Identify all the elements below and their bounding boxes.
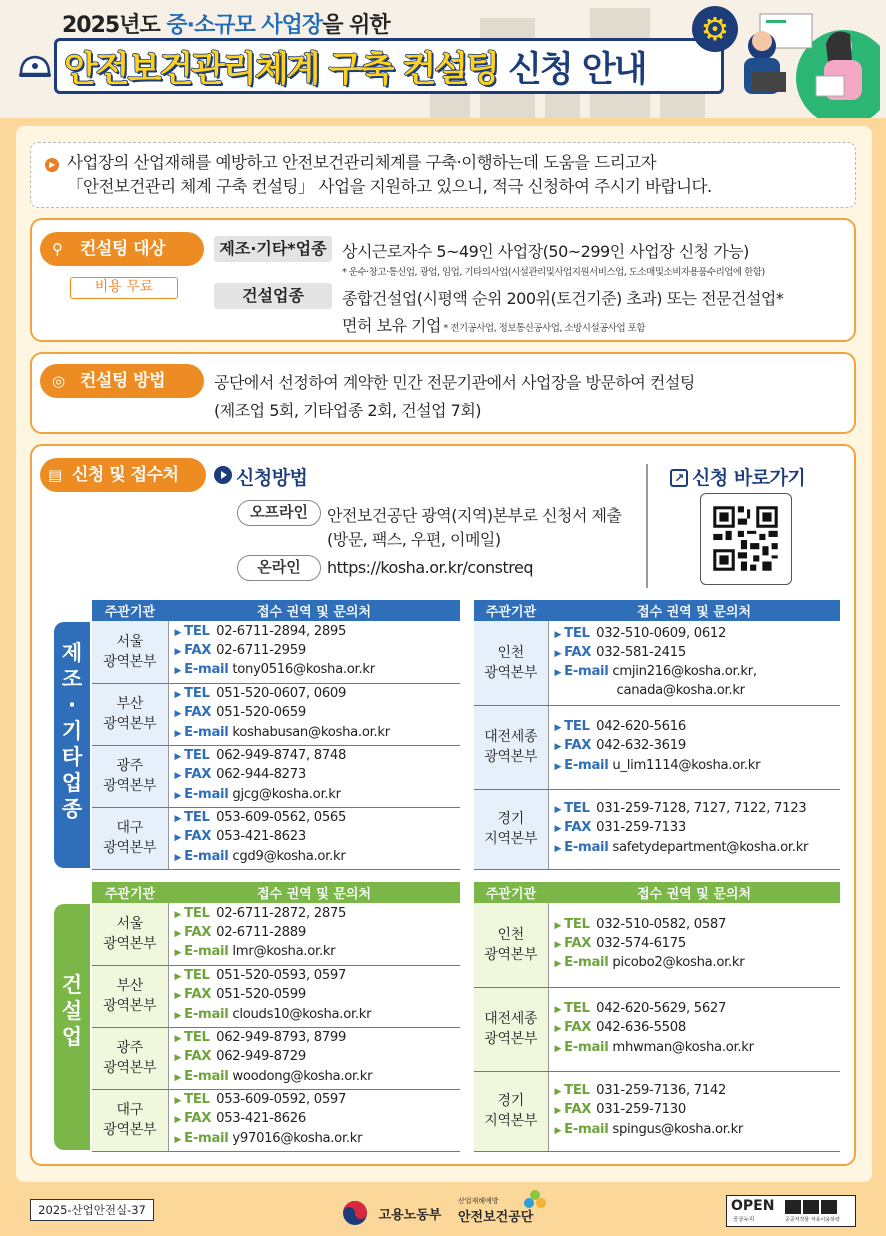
header-banner xyxy=(0,0,886,118)
header-subtitle: 2025년도 중·소규모 사업장을 위한 xyxy=(62,13,390,38)
construction-side-label: 건설업 xyxy=(54,904,90,1150)
online-url[interactable]: https://kosha.or.kr/constreq xyxy=(327,558,533,577)
consultants-illustration xyxy=(732,6,880,118)
offline-text-2: (방문, 팩스, 우편, 이메일) xyxy=(327,530,501,549)
table-row: 인천 광역본부 ▶ TEL 032-510-0609, 0612 ▶ FAX 032-581-2415 ▶ E-mail cmjin216@kosha.or.kr, canada@kosha.or.kr xyxy=(474,621,840,705)
table-row: 인천 광역본부 ▶ TEL 032-510-0582, 0587 ▶ FAX 032-574-6175 ▶ E-mail picobo2@kosha.or.kr xyxy=(474,903,840,987)
target-tag: ⚲ 컨설팅 대상 xyxy=(40,232,204,266)
agency-logo: 산업재해예방 안전보건공단 xyxy=(458,1197,534,1225)
divider xyxy=(646,464,648,588)
column-header-org: 주관기관 xyxy=(474,600,548,621)
manufacturing-criteria: 상시근로자수 5~49인 사업장(50~299인 사업장 신청 가능) xyxy=(342,242,749,261)
agency-emblem-icon xyxy=(522,1188,548,1214)
intro-line-1: 사업장의 산업재해를 예방하고 안전보건관리체계를 구축·이행하는데 도움을 드리고자 xyxy=(67,153,657,172)
online-label: 온라인 xyxy=(237,555,321,581)
manufacturing-side-label: 제조·기타업종 xyxy=(54,622,90,868)
column-header-org: 주관기관 xyxy=(92,882,168,903)
external-link-icon: ↗ xyxy=(670,469,688,487)
table-row: 부산 광역본부 ▶ TEL 051-520-0593, 0597 ▶ FAX 051-520-0599 ▶ E-mail clouds10@kosha.or.kr xyxy=(92,965,460,1027)
table-row: 경기 지역본부 ▶ TEL 031-259-7136, 7142 ▶ FAX 031-259-7130 ▶ E-mail spingus@kosha.or.kr xyxy=(474,1071,840,1151)
column-header-org: 주관기관 xyxy=(474,882,548,903)
apply-tag: ▤ 신청 및 접수처 xyxy=(40,458,206,492)
construction-criteria: 종합건설업(시평액 순위 200위(토건기준) 초과) 또는 전문건설업* xyxy=(342,289,784,308)
table-row: 부산 광역본부 ▶ TEL 051-520-0607, 0609 ▶ FAX 051-520-0659 ▶ E-mail koshabusan@kosha.or.kr xyxy=(92,683,460,745)
form-icon: ▤ xyxy=(48,466,62,484)
manufacturing-table-right xyxy=(474,600,840,870)
table-row: 대구 광역본부 ▶ TEL 053-609-0562, 0565 ▶ FAX 053-421-8623 ▶ E-mail cgd9@kosha.or.kr xyxy=(92,807,460,869)
offline-label: 오프라인 xyxy=(237,500,321,526)
column-header-contact: 접수 권역 및 문의처 xyxy=(168,882,460,903)
column-header-contact: 접수 권역 및 문의처 xyxy=(168,600,460,621)
apply-method-title: 신청방법 xyxy=(236,467,308,489)
table-row: 경기 지역본부 ▶ TEL 031-259-7128, 7127, 7122, 7123 ▶ FAX 031-259-7133 ▶ E-mail safetydepartment@kosha.or.kr xyxy=(474,789,840,869)
construction-table-right xyxy=(474,882,840,1152)
table-row: 대전세종 광역본부 ▶ TEL 042-620-5616 ▶ FAX 042-632-3619 ▶ E-mail u_lim1114@kosha.or.kr xyxy=(474,705,840,789)
taegeuk-icon xyxy=(342,1200,368,1226)
check-circle-icon: ◎ xyxy=(52,372,65,390)
construction-label: 건설업종 xyxy=(214,283,332,309)
shortcut-title[interactable]: ↗ 신청 바로가기 xyxy=(670,463,805,490)
method-line-1: 공단에서 선정하여 계약한 민간 전문기관에서 사업장을 방문하여 컨설팅 xyxy=(214,373,695,392)
free-cost-badge: 비용 무료 xyxy=(70,277,178,299)
manufacturing-table-left xyxy=(92,600,460,870)
person-icon: ⚲ xyxy=(52,240,63,258)
table-row: 대전세종 광역본부 ▶ TEL 042-620-5629, 5627 ▶ FAX 042-636-5508 ▶ E-mail mhwman@kosha.or.kr xyxy=(474,987,840,1071)
open-license-badge: OPEN 공공누리 공공저작물 자유이용허락 xyxy=(726,1195,856,1227)
ministry-logo: 고용노동부 xyxy=(342,1200,441,1226)
play-bullet-icon: ▶ xyxy=(45,158,59,172)
method-line-2: (제조업 5회, 기타업종 2회, 건설업 7회) xyxy=(214,401,482,420)
column-header-contact: 접수 권역 및 문의처 xyxy=(548,600,840,621)
column-header-contact: 접수 권역 및 문의처 xyxy=(548,882,840,903)
table-row: 서울 광역본부 ▶ TEL 02-6711-2872, 2875 ▶ FAX 02-6711-2889 ▶ E-mail lmr@kosha.or.kr xyxy=(92,903,460,965)
table-row: 서울 광역본부 ▶ TEL 02-6711-2894, 2895 ▶ FAX 02-6711-2959 ▶ E-mail tony0516@kosha.or.kr xyxy=(92,621,460,683)
gear-icon: ⚙ xyxy=(692,6,738,52)
table-row: 광주 광역본부 ▶ TEL 062-949-8747, 8748 ▶ FAX 062-944-8273 ▶ E-mail gjcg@kosha.or.kr xyxy=(92,745,460,807)
manufacturing-note: * 운수·창고·통신업, 광업, 임업, 기타의사업(시설관리및사업지원서비스업, 도소매및소비자용품수리업에 한함) xyxy=(342,267,765,278)
construction-table-left xyxy=(92,882,460,1152)
manufacturing-label: 제조·기타*업종 xyxy=(214,236,332,262)
page-title: 안전보건관리체계 구축 컨설팅 신청 안내 xyxy=(64,50,646,90)
method-tag: ◎ 컨설팅 방법 xyxy=(40,364,204,398)
helmet-icon xyxy=(18,52,52,80)
offline-text-1: 안전보건공단 광역(지역)본부로 신청서 제출 xyxy=(327,506,622,525)
construction-criteria-2: 면허 보유 기업 * 전기공사업, 정보통신공사업, 소방시설공사업 포함 xyxy=(342,316,646,335)
qr-code[interactable] xyxy=(700,493,792,585)
column-header-org: 주관기관 xyxy=(92,600,168,621)
play-circle-icon xyxy=(214,466,232,484)
table-row: 광주 광역본부 ▶ TEL 062-949-8793, 8799 ▶ FAX 062-949-8729 ▶ E-mail woodong@kosha.or.kr xyxy=(92,1027,460,1089)
intro-line-2: 「안전보건관리 체계 구축 컨설팅」 사업을 지원하고 있으니, 적극 신청하여 주시기 바랍니다. xyxy=(67,177,712,196)
document-code: 2025-산업안전실-37 xyxy=(30,1199,154,1221)
table-row: 대구 광역본부 ▶ TEL 053-609-0592, 0597 ▶ FAX 053-421-8626 ▶ E-mail y97016@kosha.or.kr xyxy=(92,1089,460,1151)
intro-notice xyxy=(30,142,856,208)
